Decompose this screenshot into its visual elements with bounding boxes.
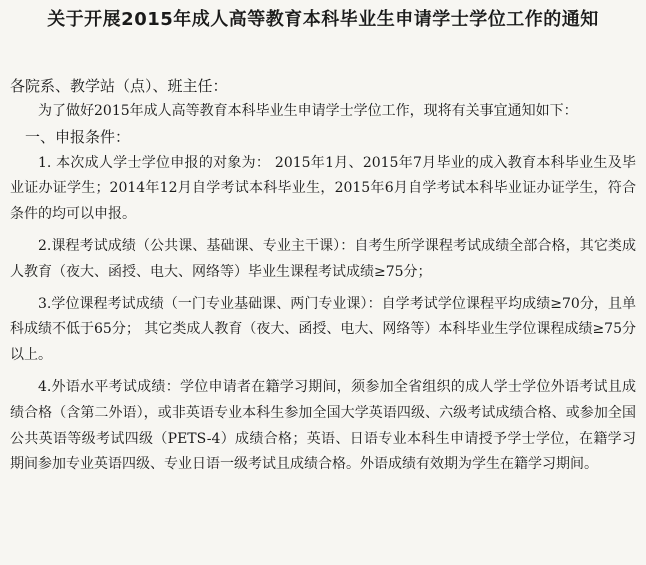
condition-item-4: 4.外语水平考试成绩：学位申请者在籍学习期间，须参加全省组织的成人学士学位外语考试且成绩合格（含第二外语），或非英语专业本科生参加全国大学英语四级、六级考试成绩合格、或参加全国公共英语等级考试四级（PETS-4）成绩合格；英语、日语专业本科生申请授予学士学位，在籍学习期间参加专业英语四级、专业日语一级考试且成绩合格。外语成绩有效期为学生在籍学习期间。 bbox=[10, 378, 636, 473]
condition-item-2: 2.课程考试成绩（公共课、基础课、专业主干课）：自考生所学课程考试成绩全部合格，其它类成人教育（夜大、函授、电大、网络等）毕业生课程考试成绩≥75分； bbox=[10, 237, 636, 280]
section-heading-conditions: 一、申报条件： bbox=[25, 127, 131, 146]
document-title: 关于开展2015年成人高等教育本科毕业生申请学士学位工作的通知 bbox=[47, 9, 599, 30]
salutation: 各院系、教学站（点）、班主任： bbox=[10, 77, 228, 95]
condition-item-1: 1. 本次成人学士学位申报的对象为： 2015年1月、2015年7月毕业的成入教育本科毕业生及毕业证办证学生；2014年12月自学考试本科毕业生，2015年6月自学考试本科毕业证办证学生，符合条件的均可以申报。 bbox=[10, 154, 636, 223]
intro-paragraph: 为了做好2015年成人高等教育本科毕业生申请学士学位工作，现将有关事宜通知如下： bbox=[38, 103, 578, 119]
condition-item-3: 3.学位课程考试成绩（一门专业基础课、两门专业课）：自学考试学位课程平均成绩≥70分，且单科成绩不低于65分； 其它类成人教育（夜大、函授、电大、网络等）本科毕业生学位课程成绩≥75分以上。 bbox=[10, 295, 636, 364]
